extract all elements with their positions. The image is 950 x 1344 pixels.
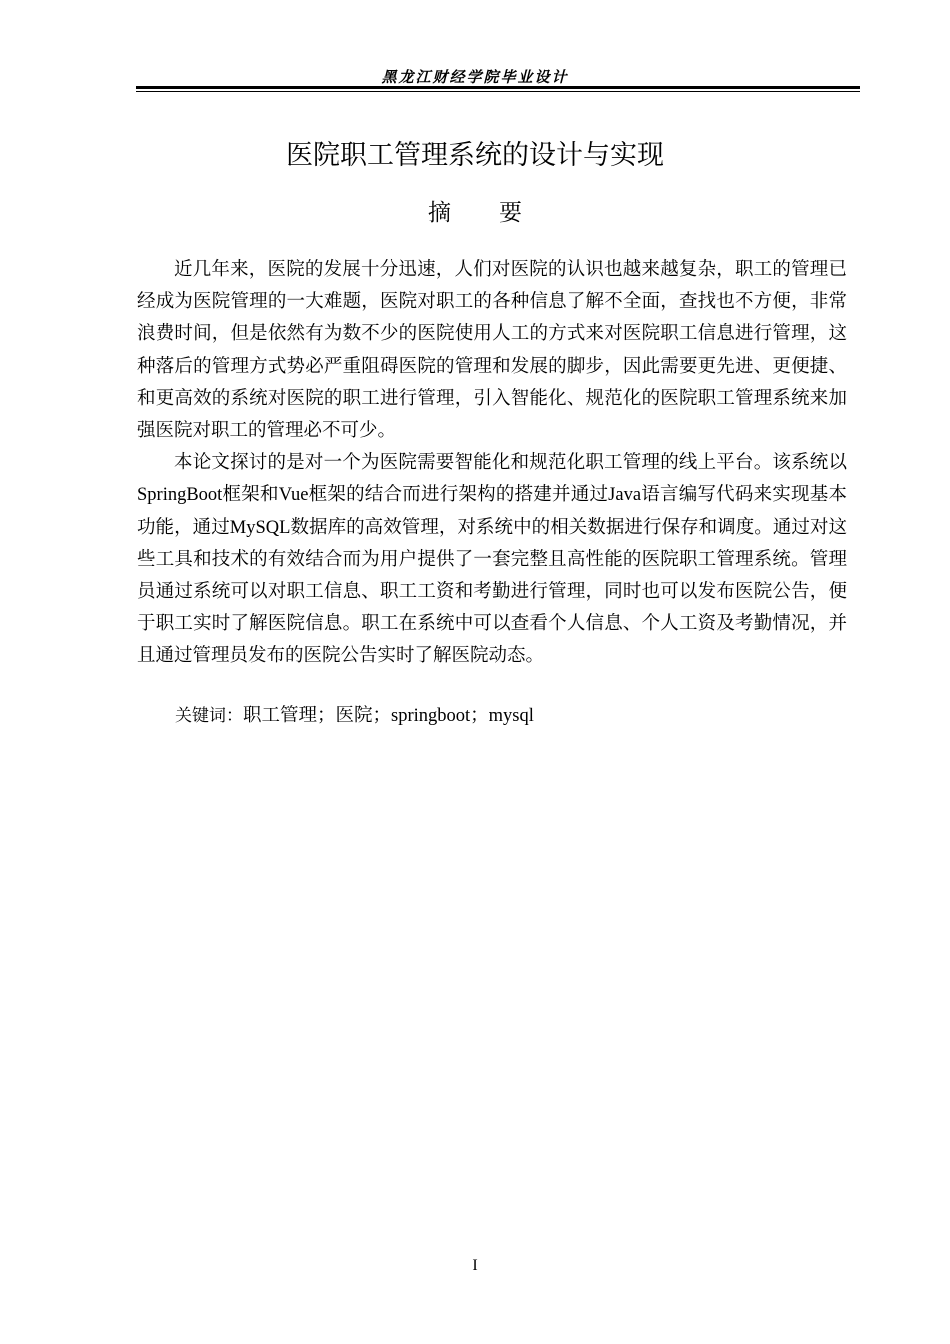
keywords-label: 关键词： (175, 706, 243, 726)
keywords-line (175, 702, 534, 730)
abstract-paragraph-2: 本论文探讨的是对一个为医院需要智能化和规范化职工管理的线上平台。该系统以SpringBoot框架和Vue框架的结合而进行架构的搭建并通过Java语言编写代码来实现基本功能，通过MySQL数据库的高效管理，对系统中的相关数据进行保存和调度。通过对这些工具和技术的有效结合而为用户提供了一套完整且高性能的医院职工管理系统。管理员通过系统可以对职工信息、职工工资和考勤进行管理，同时也可以发布医院公告，便于职工实时了解医院信息。职工在系统中可以查看个人信息、个人工资及考勤情况，并且通过管理员发布的医院公告实时了解医院动态。 (137, 453, 847, 667)
header-rule-thick (136, 86, 860, 89)
page-number: I (472, 1257, 478, 1274)
abstract-heading: 摘要 (428, 200, 570, 226)
running-header-title: 黑龙江财经学院毕业设计 (381, 70, 569, 86)
header-rule-thin (136, 91, 860, 92)
abstract-body (137, 254, 847, 673)
abstract-paragraph-1: 近几年来，医院的发展十分迅速，人们对医院的认识也越来越复杂，职工的管理已经成为医院管理的一大难题，医院对职工的各种信息了解不全面，查找也不方便，非常浪费时间，但是依然有为数不少的医院使用人工的方式来对医院职工信息进行管理，这种落后的管理方式势必严重阻碍医院的管理和发展的脚步，因此需要更先进、更便捷、和更高效的系统对医院的职工进行管理，引入智能化、规范化的医院职工管理系统来加强医院对职工的管理必不可少。 (137, 260, 847, 442)
document-title: 医院职工管理系统的设计与实现 (286, 140, 664, 171)
keywords-value: 职工管理；医院；springboot；mysql (243, 706, 534, 726)
